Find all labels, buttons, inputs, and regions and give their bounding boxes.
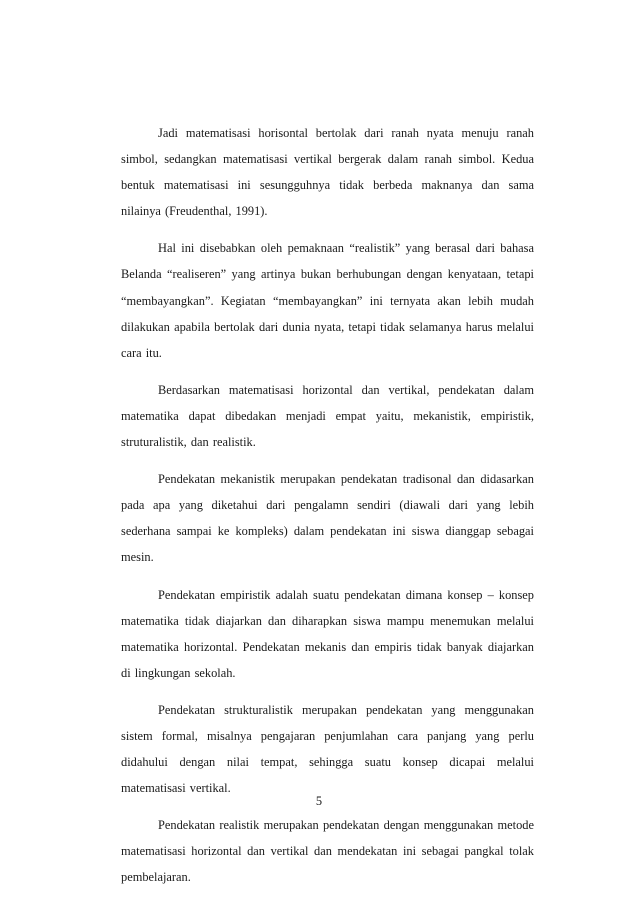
paragraph-6: Pendekatan strukturalistik merupakan pendekatan yang menggunakan sistem formal, misalnya pengajaran penjumlahan cara panjang yang perlu didahului dengan nilai tempat, sehingga suatu konsep dicapai melalui matematisasi vertikal. [121, 702, 534, 796]
paragraph-3: Berdasarkan matematisasi horizontal dan vertikal, pendekatan dalam matematika dapat dibedakan menjadi empat yaitu, mekanistik, empiristik, struturalistik, dan realistik. [121, 382, 534, 450]
paragraph-7: Pendekatan realistik merupakan pendekatan dengan menggunakan metode matematisasi horizontal dan vertikal dan mendekatan ini sebagai pangkal tolak pembelajaran. [121, 818, 534, 885]
paragraph-4: Pendekatan mekanistik merupakan pendekatan tradisonal dan didasarkan pada apa yang diketahui dari pengalamn sendiri (diawali dari yang lebih sederhana sampai ke kompleks) dalam pendekatan ini siswa dianggap sebagai mesin. [121, 472, 534, 565]
page-number: 5 [315, 794, 323, 808]
paragraph-5: Pendekatan empiristik adalah suatu pendekatan dimana konsep – konsep matematika tidak diajarkan dan diharapkan siswa mampu menemukan melalui matematika horizontal. Pendekatan mekanis dan empiris tidak banyak diajarkan di lingkungan sekolah. [121, 587, 534, 680]
paragraph-2: Hal ini disebabkan oleh pemaknaan “realistik” yang berasal dari bahasa Belanda “realiseren” yang artinya bukan berhubungan dengan kenyataan, tetapi “membayangkan”. Kegiatan “membayangkan” ini ternyata akan lebih mudah dilakukan apabila bertolak dari dunia nyata, tetapi tidak selamanya harus melalui cara itu. [121, 241, 534, 360]
body-text [121, 120, 534, 902]
paragraph-1: Jadi matematisasi horisontal bertolak dari ranah nyata menuju ranah simbol, sedangkan matematisasi vertikal bergerak dalam ranah simbol. Kedua bentuk matematisasi ini sesungguhnya tidak berbeda maknanya dan sama nilainya (Freudenthal, 1991). [121, 126, 534, 219]
